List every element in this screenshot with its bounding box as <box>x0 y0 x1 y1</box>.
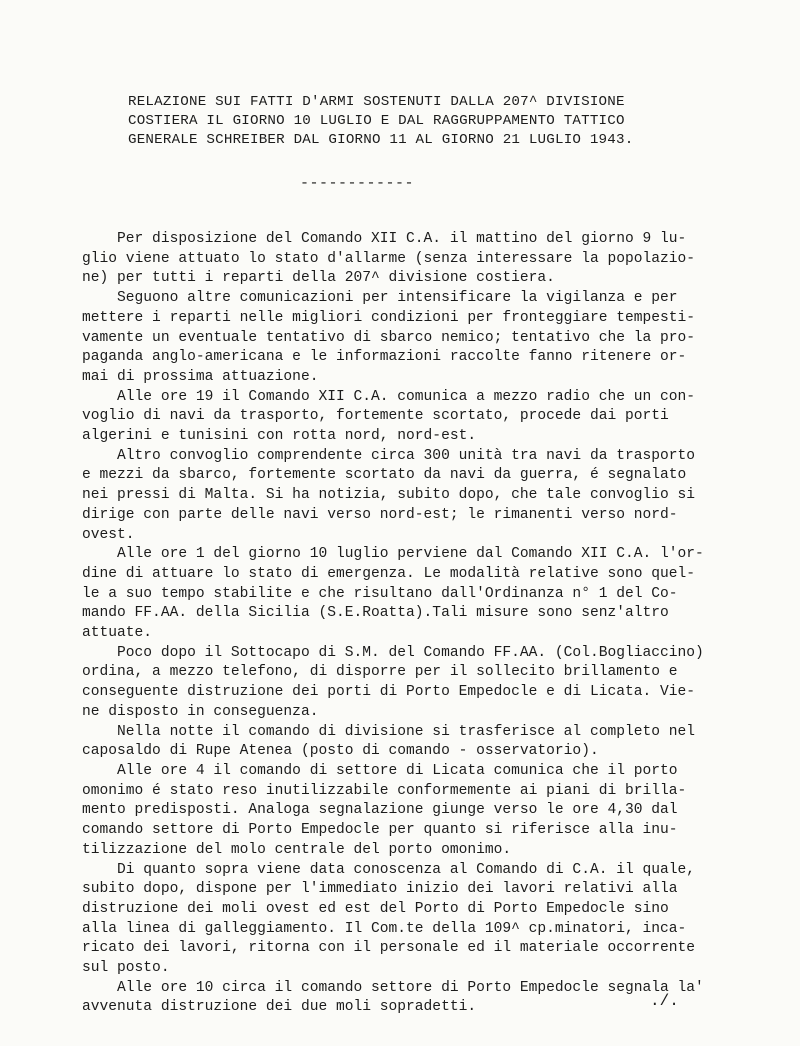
body-line: comando settore di Porto Empedocle per quanto si riferisce alla inu- <box>82 822 678 839</box>
body-line: omonimo é stato reso inutilizzabile conformemente ai piani di brilla- <box>82 782 687 799</box>
body-line: Nella notte il comando di divisione si trasferisce al completo nel <box>82 723 696 740</box>
body-line: conseguente distruzione dei porti di Porto Empedocle e di Licata. Vie- <box>82 684 696 701</box>
body-line: caposaldo di Rupe Atenea (posto di comando - osservatorio). <box>82 743 599 760</box>
body-line: distruzione dei moli ovest ed est del Porto di Porto Empedocle sino <box>82 900 669 917</box>
body-line: ordina, a mezzo telefono, di disporre per il sollecito brillamento e <box>82 664 678 681</box>
body-line: le a suo tempo stabilite e che risultano dall'Ordinanza n° 1 del Co- <box>82 585 678 602</box>
body-line: paganda anglo-americana e le informazioni raccolte fanno ritenere or- <box>82 349 687 366</box>
body-line: Alle ore 10 circa il comando settore di Porto Empedocle segnala la' <box>82 979 704 996</box>
body-line: nei pressi di Malta. Si ha notizia, subito dopo, che tale convoglio si <box>82 487 696 504</box>
body-line: alla linea di galleggiamento. Il Com.te della 109^ cp.minatori, inca- <box>82 920 687 937</box>
body-line: algerini e tunisini con rotta nord, nord-est. <box>82 428 477 445</box>
body-line: voglio di navi da trasporto, fortemente scortato, procede dai porti <box>82 408 669 425</box>
body-line: vamente un eventuale tentativo di sbarco nemico; tentativo che la pro- <box>82 329 696 346</box>
body-line: Per disposizione del Comando XII C.A. il mattino del giorno 9 lu- <box>82 231 687 247</box>
body-line: subito dopo, dispone per l'immediato inizio dei lavori relativi alla <box>82 881 678 898</box>
body-line: attuate. <box>82 625 153 642</box>
page-continuation-mark: ./. <box>650 992 679 1010</box>
body-line: Alle ore 19 il Comando XII C.A. comunica a mezzo radio che un con- <box>82 388 696 405</box>
body-line: e mezzi da sbarco, fortemente scortato da navi da guerra, é segnalato <box>82 467 687 484</box>
title-line-3: GENERALE SCHREIBER DAL GIORNO 11 AL GIORNO 21 LUGLIO 1943. <box>128 132 634 148</box>
body-line: dine di attuare lo stato di emergenza. Le modalità relative sono quel- <box>82 565 696 582</box>
body-line: ricato dei lavori, ritorna con il personale ed il materiale occorrente <box>82 940 696 957</box>
body-line: mai di prossima attuazione. <box>82 368 319 385</box>
document-body <box>82 230 782 1018</box>
body-line: mento predisposti. Analoga segnalazione giunge verso le ore 4,30 dal <box>82 802 678 819</box>
body-line: dirige con parte delle navi verso nord-est; le rimanenti verso nord- <box>82 506 678 523</box>
body-line: Poco dopo il Sottocapo di S.M. del Comando FF.AA. (Col.Bogliaccino) <box>82 644 704 661</box>
body-line: glio viene attuato lo stato d'allarme (senza interessare la popolazio- <box>82 250 696 267</box>
body-line: Altro convoglio comprendente circa 300 unità tra navi da trasporto <box>82 447 696 464</box>
body-line: mettere i reparti nelle migliori condizioni per fronteggiare tempesti- <box>82 309 696 326</box>
body-line: sul posto. <box>82 960 170 977</box>
body-line: ne) per tutti i reparti della 207^ divisione costiera. <box>82 270 555 287</box>
body-line: mando FF.AA. della Sicilia (S.E.Roatta).Tali misure sono senz'altro <box>82 605 669 622</box>
body-line: ovest. <box>82 526 135 543</box>
title-separator: ------------ <box>300 175 415 192</box>
body-line: Seguono altre comunicazioni per intensificare la vigilanza e per <box>82 290 678 307</box>
body-line: Alle ore 1 del giorno 10 luglio perviene dal Comando XII C.A. l'or- <box>82 546 704 563</box>
body-line: avvenuta distruzione dei due moli sopradetti. <box>82 999 477 1016</box>
title-line-1: RELAZIONE SUI FATTI D'ARMI SOSTENUTI DALLA 207^ DIVISIONE <box>128 94 625 110</box>
title-line-2: COSTIERA IL GIORNO 10 LUGLIO E DAL RAGGRUPPAMENTO TATTICO <box>128 113 625 129</box>
body-line: Di quanto sopra viene data conoscenza al Comando di C.A. il quale, <box>82 861 696 878</box>
body-line: tilizzazione del molo centrale del porto omonimo. <box>82 841 512 858</box>
body-line: Alle ore 4 il comando di settore di Licata comunica che il porto <box>82 762 678 779</box>
document-title <box>128 93 768 150</box>
body-line: ne disposto in conseguenza. <box>82 703 319 720</box>
